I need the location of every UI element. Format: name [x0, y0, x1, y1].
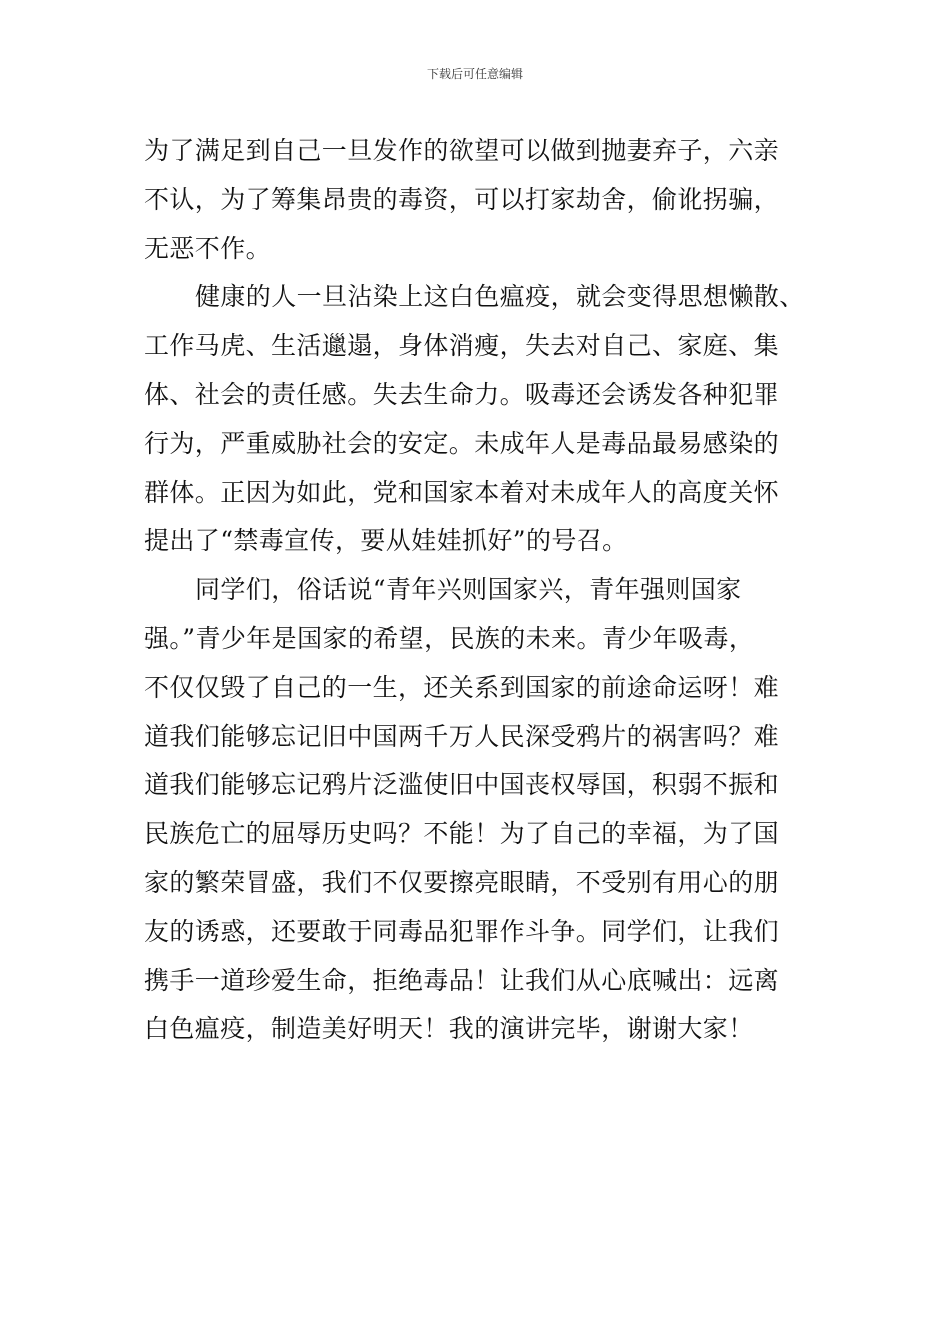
text-line: 道我们能够忘记旧中国两千万人民深受鸦片的祸害吗？难: [144, 721, 780, 751]
text-line: 群体。正因为如此，党和国家本着对未成年人的高度关怀: [144, 477, 780, 507]
text-line: 强。”青少年是国家的希望，民族的未来。青少年吸毒，: [144, 623, 755, 653]
text-line: 为了满足到自己一旦发作的欲望可以做到抛妻弃子，六亲: [144, 136, 780, 165]
header-note: 下载后可任意编辑: [426, 67, 523, 81]
text-line: 友的诱惑，还要敢于同毒品犯罪作斗争。同学们，让我们: [144, 916, 780, 946]
text-line: 家的繁荣冒盛，我们不仅要擦亮眼睛，不受别有用心的朋: [144, 867, 780, 897]
text-line: 白色瘟疫，制造美好明天！我的演讲完毕，谢谢大家！: [144, 1014, 754, 1044]
text-line: 体、社会的责任感。失去生命力。吸毒还会诱发各种犯罪: [144, 379, 780, 409]
paragraph-start-line: 健康的人一旦沾染上这白色瘟疫，就会变得思想懒散、: [195, 282, 805, 312]
text-line: 携手一道珍爱生命，拒绝毒品！让我们从心底喊出：远离: [144, 965, 780, 995]
text-line: 民族危亡的屈辱历史吗？不能！为了自己的幸福，为了国: [144, 819, 780, 849]
text-line: 不认，为了筹集昂贵的毒资，可以打家劫舍，偷讹拐骗，: [144, 184, 780, 214]
text-line: 不仅仅毁了自己的一生，还关系到国家的前途命运呀！难: [144, 672, 780, 702]
text-line: 行为，严重威胁社会的安定。未成年人是毒品最易感染的: [144, 428, 780, 458]
text-line: 道我们能够忘记鸦片泛滥使旧中国丧权辱国，积弱不振和: [144, 770, 780, 800]
text-line: 提出了“禁毒宣传，要从娃娃抓好”的号召。: [144, 526, 628, 556]
text-line: 无恶不作。: [144, 233, 272, 263]
paragraph-start-line: 同学们，俗话说“青年兴则国家兴，青年强则国家: [195, 575, 742, 605]
speech-body: [144, 127, 834, 1054]
text-line: 工作马虎、生活邋遢，身体消瘦，失去对自己、家庭、集: [144, 331, 780, 361]
